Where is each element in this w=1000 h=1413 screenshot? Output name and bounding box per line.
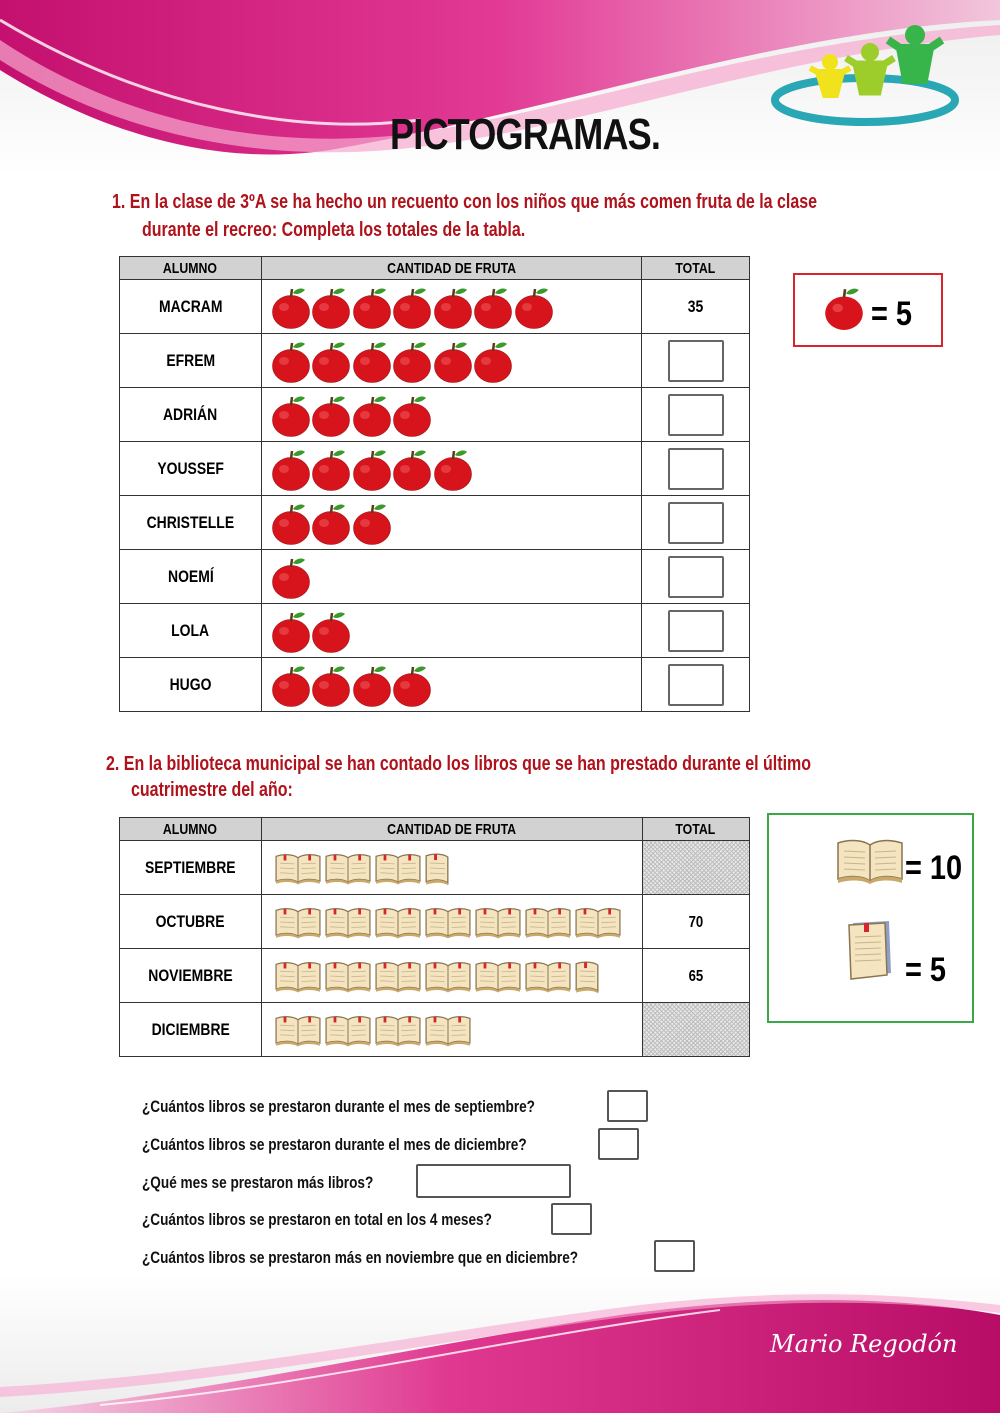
total-input-box[interactable] xyxy=(668,502,724,544)
total-value: 35 xyxy=(687,296,704,316)
fruit-quantity-cell xyxy=(261,280,641,334)
student-name-cell: NOEMÍ xyxy=(120,550,262,604)
apple-icon xyxy=(310,447,352,491)
total-cell xyxy=(642,1003,749,1057)
student-name-cell: LOLA xyxy=(120,604,262,658)
fruit-quantity-cell xyxy=(261,550,641,604)
total-cell xyxy=(642,604,750,658)
open-book-icon xyxy=(474,903,522,941)
books-quantity-cell xyxy=(261,895,642,949)
table-row xyxy=(120,334,750,388)
column-header-alumno: ALUMNO xyxy=(120,818,262,841)
total-cell xyxy=(642,442,750,496)
answer-box-5[interactable] xyxy=(654,1240,695,1272)
apple-icon xyxy=(432,447,474,491)
total-input-box[interactable] xyxy=(668,340,724,382)
apple-icon xyxy=(513,285,555,329)
month-name-cell: NOVIEMBRE xyxy=(120,949,262,1003)
table-row xyxy=(120,841,750,895)
total-input-box[interactable] xyxy=(668,664,724,706)
apple-legend-value: = 5 xyxy=(871,295,912,333)
open-book-icon xyxy=(324,1011,372,1049)
books-quantity-cell xyxy=(261,841,642,895)
closed-book-legend-value: = 5 xyxy=(905,951,946,989)
apple-icon xyxy=(472,339,514,383)
section2-heading-line2: cuatrimestre del año: xyxy=(131,779,293,801)
fruit-quantity-cell xyxy=(261,334,641,388)
answer-box-3[interactable] xyxy=(416,1164,571,1198)
column-header-total: TOTAL xyxy=(642,257,750,280)
column-header-alumno: ALUMNO xyxy=(120,257,262,280)
column-header-cantidad: CANTIDAD DE FRUTA xyxy=(261,818,642,841)
signature: Mario Regodón xyxy=(770,1330,958,1358)
open-book-icon xyxy=(574,903,622,941)
open-book-icon xyxy=(424,903,472,941)
student-name-cell: EFREM xyxy=(120,334,262,388)
apple-icon xyxy=(310,339,352,383)
table-row xyxy=(120,388,750,442)
student-name-cell: HUGO xyxy=(120,658,262,712)
apple-icon xyxy=(823,285,865,331)
open-book-icon xyxy=(524,903,572,941)
apple-icon xyxy=(472,285,514,329)
question-5: ¿Cuántos libros se prestaron más en noviembre que en diciembre? xyxy=(142,1248,579,1267)
question-2: ¿Cuántos libros se prestaron durante el mes de diciembre? xyxy=(142,1135,527,1154)
column-header-cantidad: CANTIDAD DE FRUTA xyxy=(261,257,641,280)
open-book-icon xyxy=(274,1011,322,1049)
student-name-cell: CHRISTELLE xyxy=(120,496,262,550)
open-book-icon xyxy=(274,957,322,995)
column-header-total: TOTAL xyxy=(642,818,749,841)
open-book-icon xyxy=(424,957,472,995)
total-input-box[interactable] xyxy=(668,610,724,652)
apple-legend xyxy=(793,273,943,347)
table-row xyxy=(120,604,750,658)
apple-icon xyxy=(270,663,312,707)
student-name-cell: ADRIÁN xyxy=(120,388,262,442)
fruit-quantity-cell xyxy=(261,496,641,550)
apple-icon xyxy=(270,393,312,437)
total-cell xyxy=(642,949,749,1003)
question-1: ¿Cuántos libros se prestaron durante el mes de septiembre? xyxy=(142,1097,535,1116)
answer-box-1[interactable] xyxy=(607,1090,648,1122)
apple-icon xyxy=(391,285,433,329)
open-book-icon xyxy=(324,849,372,887)
open-book-icon xyxy=(324,903,372,941)
closed-book-icon xyxy=(574,957,600,995)
open-book-icon xyxy=(524,957,572,995)
apple-icon xyxy=(351,447,393,491)
table-row xyxy=(120,280,750,334)
open-book-icon xyxy=(374,957,422,995)
books-quantity-cell xyxy=(261,949,642,1003)
fruit-quantity-cell xyxy=(261,604,641,658)
apple-icon xyxy=(310,609,352,653)
apple-icon xyxy=(351,501,393,545)
books-table xyxy=(119,817,750,1057)
fruit-quantity-cell xyxy=(261,658,641,712)
total-value: 70 xyxy=(688,913,704,931)
table-row xyxy=(120,496,750,550)
month-name-cell: OCTUBRE xyxy=(120,895,262,949)
books-legend xyxy=(767,813,974,1023)
open-book-icon xyxy=(835,835,905,885)
apple-icon xyxy=(310,501,352,545)
open-book-icon xyxy=(474,957,522,995)
section1-heading-line2: durante el recreo: Completa los totales de la tabla. xyxy=(142,219,526,241)
apple-icon xyxy=(351,393,393,437)
apple-icon xyxy=(310,663,352,707)
answer-box-4[interactable] xyxy=(551,1203,592,1235)
school-logo xyxy=(770,10,970,130)
page-title: PICTOGRAMAS. xyxy=(390,110,661,159)
apple-icon xyxy=(270,285,312,329)
table-row xyxy=(120,658,750,712)
apple-icon xyxy=(432,285,474,329)
open-book-legend-value: = 10 xyxy=(905,849,963,887)
total-cell xyxy=(642,658,750,712)
student-name-cell: MACRAM xyxy=(120,280,262,334)
total-cell xyxy=(642,550,750,604)
apple-icon xyxy=(351,339,393,383)
fruit-quantity-cell xyxy=(261,442,641,496)
apple-icon xyxy=(310,285,352,329)
total-cell xyxy=(642,841,749,895)
apple-icon xyxy=(391,663,433,707)
open-book-icon xyxy=(374,849,422,887)
answer-box-2[interactable] xyxy=(598,1128,639,1160)
apple-icon xyxy=(391,447,433,491)
table-row xyxy=(120,949,750,1003)
apple-icon xyxy=(270,501,312,545)
apple-icon xyxy=(310,393,352,437)
apple-icon xyxy=(351,663,393,707)
total-cell xyxy=(642,388,750,442)
total-cell xyxy=(642,895,749,949)
fruit-quantity-cell xyxy=(261,388,641,442)
table-row xyxy=(120,1003,750,1057)
total-value: 65 xyxy=(688,967,704,985)
apple-icon xyxy=(270,447,312,491)
closed-book-icon xyxy=(424,849,450,887)
books-quantity-cell xyxy=(261,1003,642,1057)
total-input-box[interactable] xyxy=(668,556,724,598)
total-input-box[interactable] xyxy=(668,394,724,436)
apple-icon xyxy=(391,393,433,437)
apple-icon xyxy=(270,339,312,383)
table-row xyxy=(120,442,750,496)
month-name-cell: DICIEMBRE xyxy=(120,1003,262,1057)
open-book-icon xyxy=(324,957,372,995)
apple-icon xyxy=(432,339,474,383)
apple-icon xyxy=(391,339,433,383)
total-cell xyxy=(642,334,750,388)
total-cell xyxy=(642,496,750,550)
open-book-icon xyxy=(374,903,422,941)
fruit-table xyxy=(119,256,750,712)
open-book-icon xyxy=(374,1011,422,1049)
question-4: ¿Cuántos libros se prestaron en total en los 4 meses? xyxy=(142,1210,492,1229)
apple-icon xyxy=(270,609,312,653)
open-book-icon xyxy=(424,1011,472,1049)
table-row xyxy=(120,550,750,604)
apple-icon xyxy=(270,555,312,599)
total-cell xyxy=(642,280,750,334)
section2-heading-line1: 2. En la biblioteca municipal se han contado los libros que se han prestado durante el último xyxy=(106,753,812,775)
question-3: ¿Qué mes se prestaron más libros? xyxy=(142,1173,374,1192)
month-name-cell: SEPTIEMBRE xyxy=(120,841,262,895)
closed-book-icon xyxy=(845,919,895,981)
apple-icon xyxy=(351,285,393,329)
total-input-box[interactable] xyxy=(668,448,724,490)
student-name-cell: YOUSSEF xyxy=(120,442,262,496)
open-book-icon xyxy=(274,849,322,887)
section1-heading-line1: 1. En la clase de 3ºA se ha hecho un recuento con los niños que más comen fruta de la clase xyxy=(112,191,818,213)
open-book-icon xyxy=(274,903,322,941)
table-row xyxy=(120,895,750,949)
